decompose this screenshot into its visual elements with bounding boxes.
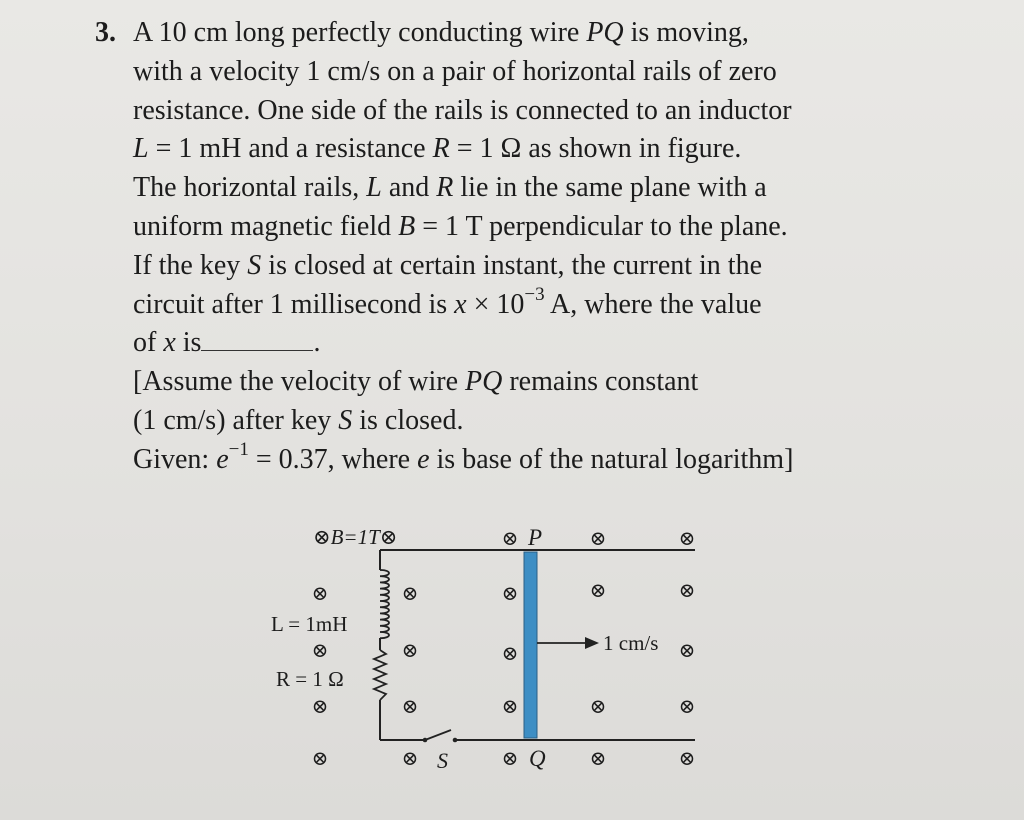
question-line-3: resistance. One side of the rails is connected to an inductor [133, 94, 792, 126]
field-cross-mark: ⊗ [401, 696, 419, 718]
question-line-5: The horizontal rails, L and R lie in the same plane with a [133, 172, 767, 204]
question-line-11: (1 cm/s) after key S is closed. [133, 404, 464, 436]
velocity-label: 1 cm/s [603, 631, 659, 655]
inductor-label: L = 1mH [271, 612, 348, 636]
question-text [95, 14, 915, 480]
key-contact-left [423, 738, 428, 743]
key-switch [425, 730, 451, 740]
label-s: S [437, 748, 448, 773]
label-q: Q [529, 746, 546, 771]
field-cross-mark: ⊗ [401, 640, 419, 662]
field-cross-mark: ⊗ [401, 583, 419, 605]
field-symbol-left: ⊗ [313, 525, 331, 549]
field-cross-mark: ⊗ [589, 528, 607, 550]
field-cross-mark: ⊗ [501, 583, 519, 605]
field-label: ⊗B=1T⊗ [313, 525, 398, 549]
question-line-12: Given: $e^{-1} = 0.37$, where e is base of the natural logarithm] [133, 439, 794, 475]
circuit-diagram [265, 518, 715, 778]
question-line-2: with a velocity 1 cm/s on a pair of horizontal rails of zero [133, 55, 777, 87]
field-cross-mark: ⊗ [678, 696, 696, 718]
question-line-4: L = 1 mH and a resistance R = 1 Ω as shown in figure. [133, 133, 742, 165]
field-cross-mark: ⊗ [501, 528, 519, 550]
field-cross-mark: ⊗ [311, 696, 329, 718]
velocity-arrow-head [585, 637, 599, 649]
field-cross-mark: ⊗ [589, 748, 607, 770]
question-line-6: uniform magnetic field B = 1 T perpendicular to the plane. [133, 210, 788, 242]
question-line-1: 3. A 10 cm long perfectly conducting wire PQ is moving, [95, 14, 915, 53]
key-contact-right [453, 738, 458, 743]
field-cross-mark: ⊗ [678, 640, 696, 662]
rod-pq [524, 552, 537, 738]
inductor-coil [380, 570, 389, 638]
field-cross-mark: ⊗ [678, 580, 696, 602]
circuit-figure [265, 518, 715, 778]
question-number: 3. [95, 17, 116, 48]
field-cross-mark: ⊗ [589, 696, 607, 718]
field-cross-mark: ⊗ [501, 643, 519, 665]
field-cross-mark: ⊗ [501, 696, 519, 718]
resistor-label: R = 1 Ω [276, 667, 344, 691]
field-symbol-right: ⊗ [379, 525, 398, 549]
label-p: P [528, 525, 543, 550]
field-cross-mark: ⊗ [311, 748, 329, 770]
field-cross-mark: ⊗ [401, 748, 419, 770]
question-line-9: of x is . [133, 327, 321, 359]
field-cross-mark: ⊗ [501, 748, 519, 770]
question-line-8: circuit after 1 millisecond is $x \times 10^{-3}$ A, where the value [133, 284, 762, 320]
field-cross-mark: ⊗ [589, 580, 607, 602]
field-cross-mark: ⊗ [678, 528, 696, 550]
question-line-7: If the key S is closed at certain instant, the current in the [133, 249, 763, 281]
question-line-10: [Assume the velocity of wire PQ remains constant [133, 366, 699, 398]
field-cross-mark: ⊗ [678, 748, 696, 770]
field-cross-mark: ⊗ [311, 640, 329, 662]
answer-blank [201, 326, 313, 351]
field-cross-mark: ⊗ [311, 583, 329, 605]
resistor-zigzag [374, 650, 386, 700]
